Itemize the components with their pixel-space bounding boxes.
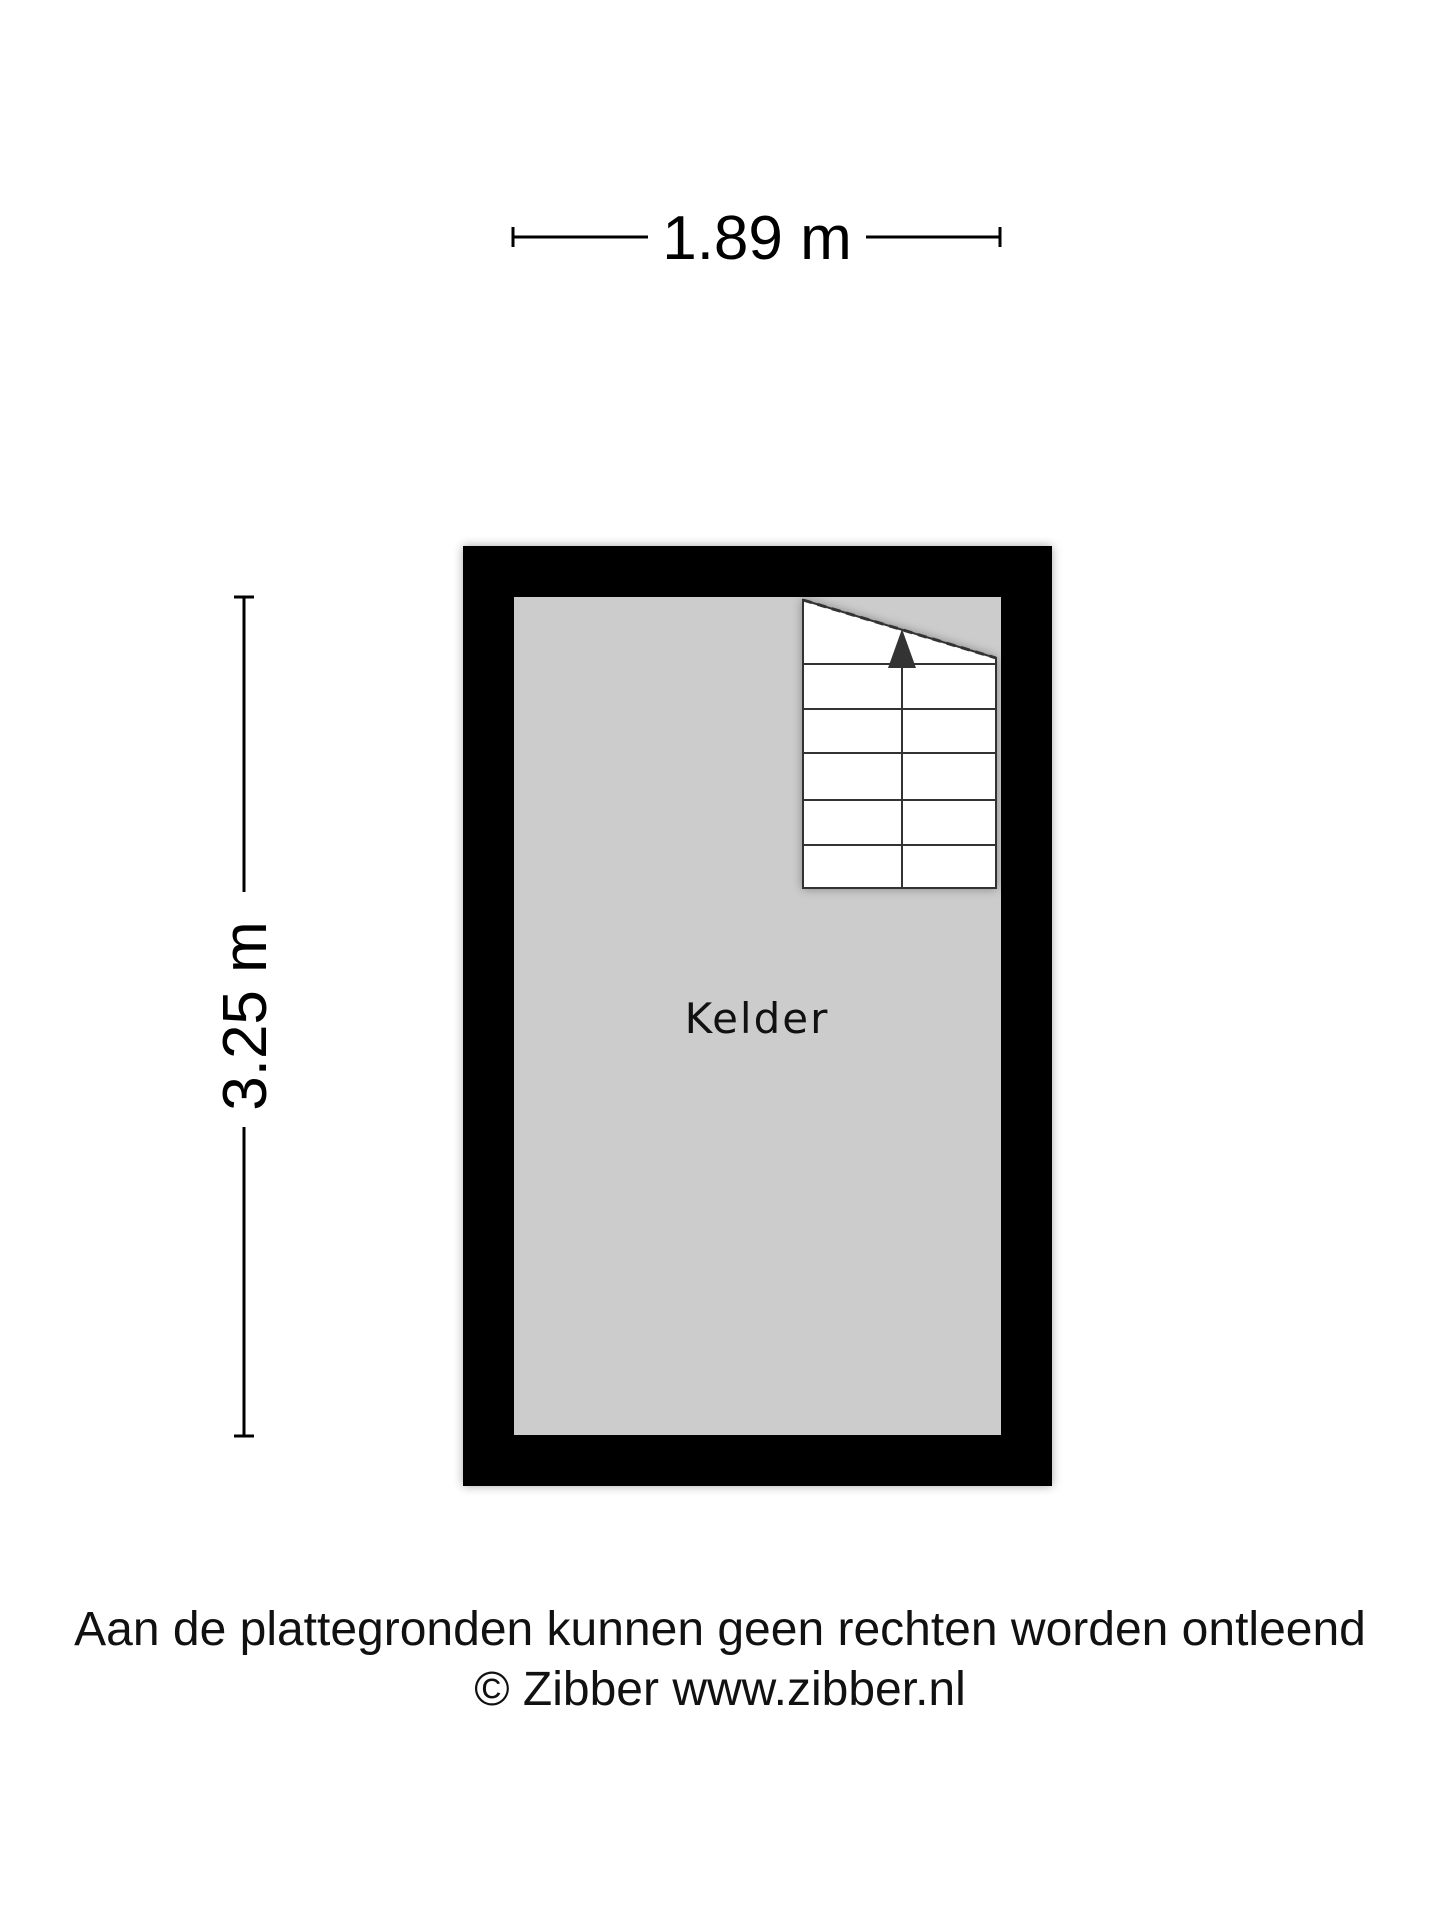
- room-label: Kelder: [684, 994, 830, 1043]
- room-kelder: [463, 546, 1052, 1486]
- footer: [0, 1600, 1440, 1720]
- height-dimension: [211, 597, 280, 1436]
- disclaimer-text: Aan de plattegronden kunnen geen rechten worden ontleend: [74, 1603, 1366, 1656]
- copyright-text: © Zibber www.zibber.nl: [474, 1663, 966, 1716]
- width-dimension-label: 1.89 m: [662, 204, 852, 273]
- width-dimension: [513, 204, 1000, 273]
- height-dimension-label: 3.25 m: [211, 921, 280, 1111]
